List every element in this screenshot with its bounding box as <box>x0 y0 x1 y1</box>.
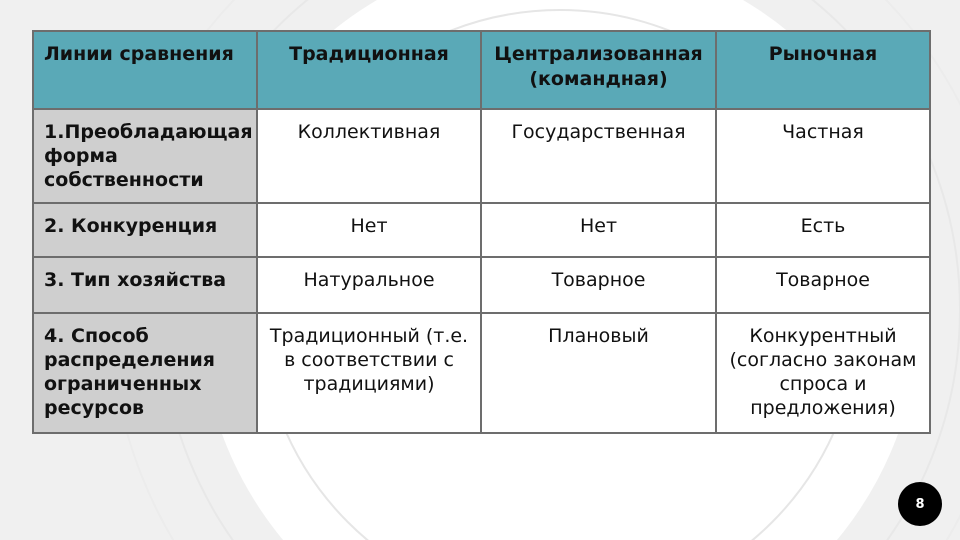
header-centralized: Централизованная (командная) <box>481 31 716 109</box>
cell-market: Есть <box>716 203 930 257</box>
cell-traditional: Нет <box>257 203 481 257</box>
header-traditional: Традиционная <box>257 31 481 109</box>
table-row <box>33 109 930 203</box>
table-row <box>33 257 930 313</box>
cell-market: Частная <box>716 109 930 203</box>
cell-market: Товарное <box>716 257 930 313</box>
header-criteria: Линии сравнения <box>33 31 257 109</box>
comparison-table <box>32 30 931 434</box>
cell-centralized: Товарное <box>481 257 716 313</box>
table-row <box>33 203 930 257</box>
table-header-row <box>33 31 930 109</box>
cell-traditional: Натуральное <box>257 257 481 313</box>
cell-market: Конкурентный (согласно законам спроса и предложения) <box>716 313 930 433</box>
cell-centralized: Плановый <box>481 313 716 433</box>
header-market: Рыночная <box>716 31 930 109</box>
row-criterion: 3. Тип хозяйства <box>33 257 257 313</box>
slide-number-badge: 8 <box>898 482 942 526</box>
table-row <box>33 313 930 433</box>
row-criterion: 2. Конкуренция <box>33 203 257 257</box>
cell-centralized: Государственная <box>481 109 716 203</box>
row-criterion: 4. Способ распределения ограниченных ресурсов <box>33 313 257 433</box>
cell-traditional: Традиционный (т.е. в соответствии с традициями) <box>257 313 481 433</box>
row-criterion: 1.Преобладающая форма собственности <box>33 109 257 203</box>
cell-centralized: Нет <box>481 203 716 257</box>
cell-traditional: Коллективная <box>257 109 481 203</box>
